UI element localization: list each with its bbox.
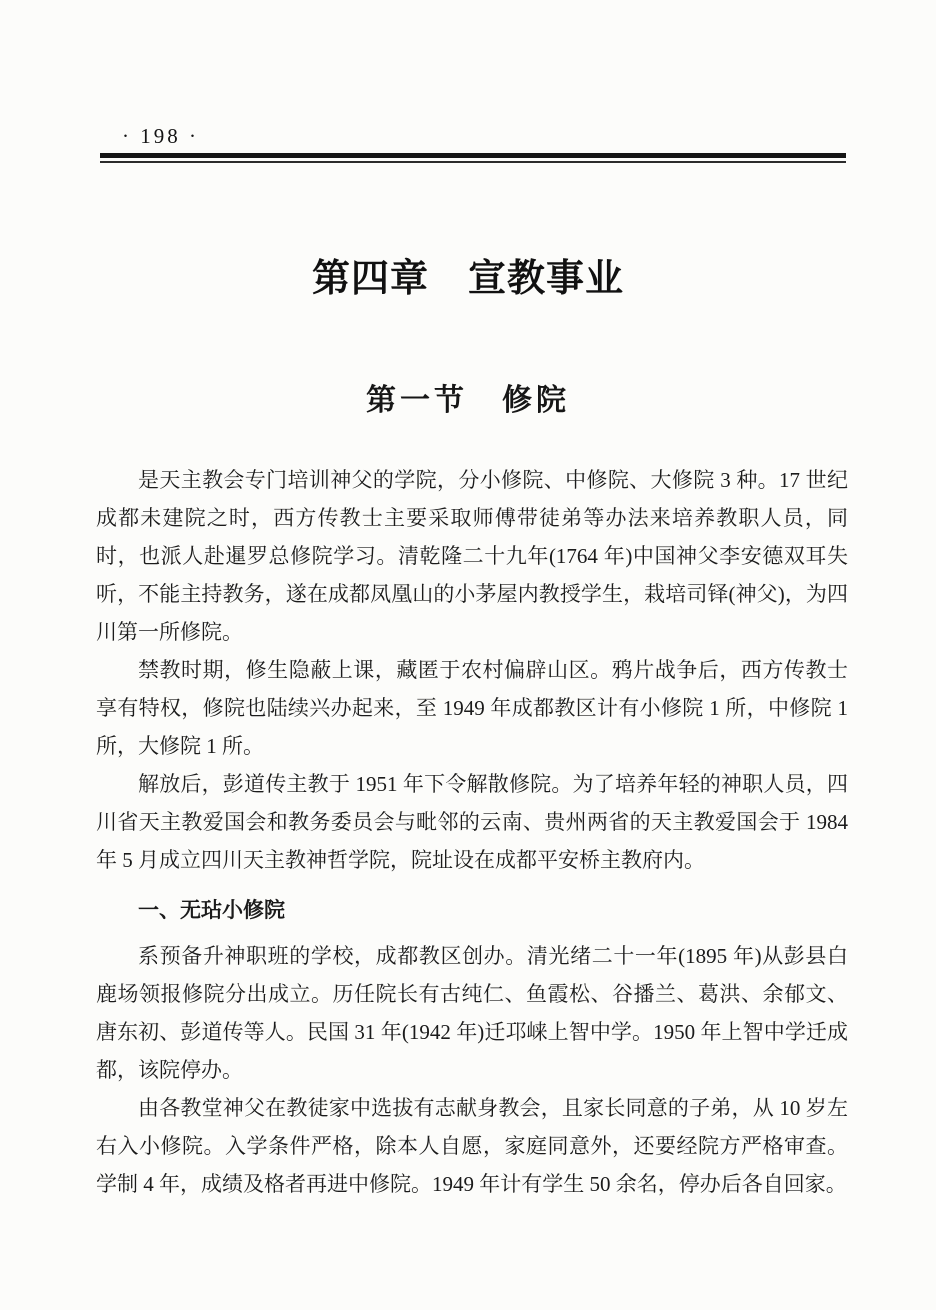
paragraph-post-liberation: 解放后，彭道传主教于 1951 年下令解散修院。为了培养年轻的神职人员，四川省天主教爱国会和教务委员会与毗邻的云南、贵州两省的天主教爱国会于 1984 年 5 月成立四川天主教神哲学院，院址设在成都平安桥主教府内。 (96, 772, 848, 872)
header-rule-thick-line (100, 153, 846, 158)
section-title: 第一节 修院 (366, 384, 570, 417)
paragraph-admission-rules: 由各教堂神父在教徒家中选拔有志献身教会，且家长同意的子弟，从 10 岁左右入小修院。入学条件严格，除本人自愿，家庭同意外，还要经院方严格审查。学制 4 年，成绩及格者再进中修院。1949 年计有学生 50 余名，停办后各自回家。 (96, 1096, 848, 1196)
header-rule (100, 153, 846, 163)
paragraph-prohibition-era: 禁教时期，修生隐蔽上课，藏匿于农村偏辟山区。鸦片战争后，西方传教士享有特权，修院也陆续兴办起来，至 1949 年成都教区计有小修院 1 所，中修院 1 所，大修院 1 所。 (96, 658, 848, 758)
header-rule-thin-line (100, 161, 846, 163)
subsection-heading: 一、无玷小修院 (138, 898, 285, 922)
body-text (96, 461, 848, 1203)
paragraph-seminary-intro: 是天主教会专门培训神父的学院，分小修院、中修院、大修院 3 种。17 世纪成都未建院之时，西方传教士主要采取师傅带徒弟等办法来培养教职人员，同时，也派人赴暹罗总修院学习。清乾隆二十九年(1764 年)中国神父李安德双耳失听，不能主持教务，遂在成都凤凰山的小茅屋内教授学生，栽培司铎(神父)，为四川第一所修院。 (96, 468, 848, 644)
page-number: · 198 · (122, 124, 199, 148)
paragraph-minor-seminary-history: 系预备升神职班的学校，成都教区创办。清光绪二十一年(1895 年)从彭县白鹿场领报修院分出成立。历任院长有古纯仁、鱼霞松、谷播兰、葛洪、余郁文、唐东初、彭道传等人。民国 31 年(1942 年)迁邛崃上智中学。1950 年上智中学迁成都，该院停办。 (96, 944, 848, 1082)
chapter-title: 第四章 宣教事业 (311, 258, 624, 300)
